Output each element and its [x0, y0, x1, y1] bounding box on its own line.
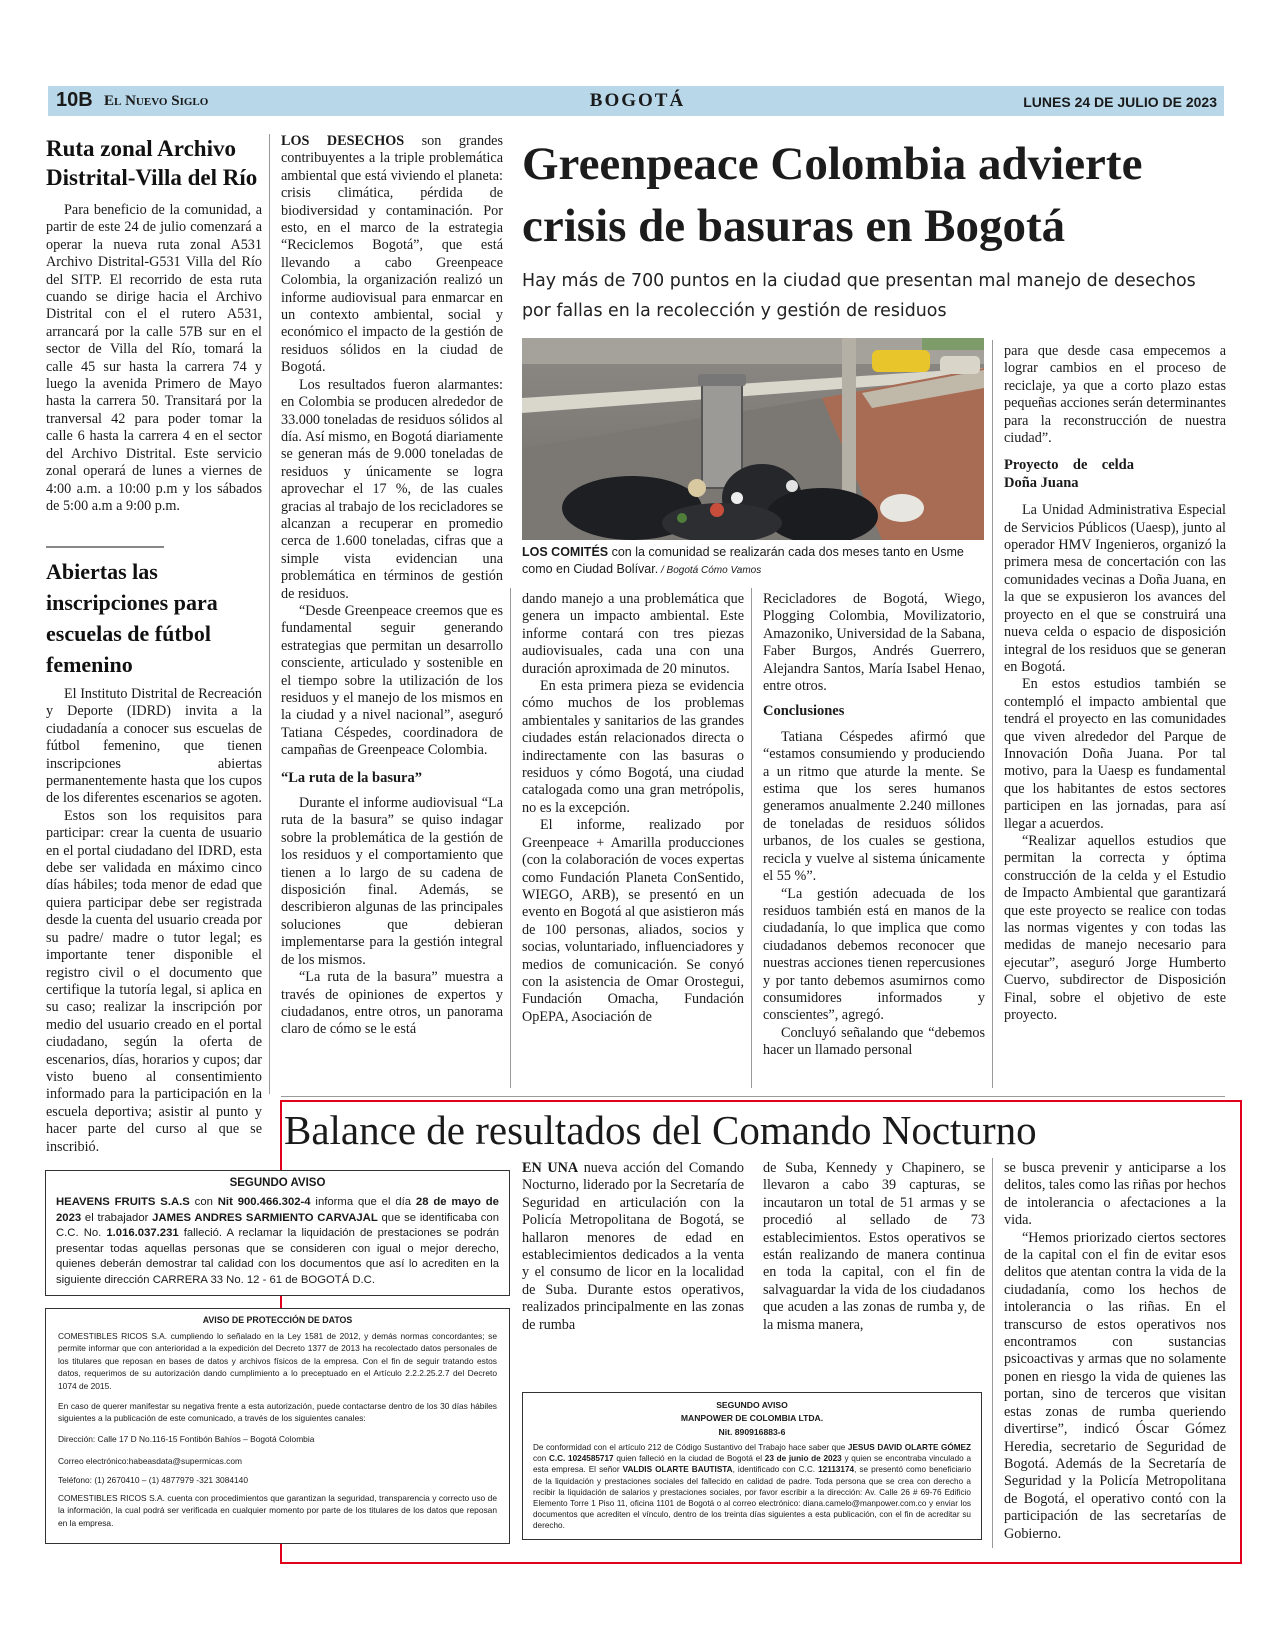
- notice-email: Correo electrónico:habeasdata@supermicas.com: [58, 1456, 243, 1467]
- comando-headline: Balance de resultados del Comando Nocturno: [284, 1107, 1037, 1153]
- notice-nit: Nit 900.466.302-4: [217, 1196, 311, 1208]
- story-paragraph: Durante el informe audiovisual “La ruta de la basura” se quiso indagar sobre la problemática de la gestión de los residuos y el comportamiento que tienen a lo largo de su cadena de disposición final. Además, se describieron algunas de las principales soluciones que debieran implementarse para la gestión integral de los mismos.: [281, 795, 503, 968]
- story-paragraph: En esta primera pieza se evidencia cómo muchos de los problemas ambientales y sanitarios de las grandes ciudades están relacionados directa o indirectamente con las basuras o residuos y cómo Bogotá, una ciudad catalogada como una gran metrópolis, no es la excepción.: [522, 678, 744, 816]
- story-subhead: “La ruta de la basura”: [281, 769, 422, 786]
- comando-column-2: [763, 1160, 985, 1334]
- story-paragraph: Recicladores de Bogotá, Wiego, Plogging Colombia, Movilizatorio, Amazoniko, Universidad de la Sabana, Faber Burgos, Andrés Guerrero, Alejandra Santos, María Isabel Henao, entre otros.: [763, 591, 985, 695]
- story-paragraph: “Hemos priorizado ciertos sectores de la capital con el fin de evitar esos delitos que atentan contra la vida de la ciudadanía, como los hechos de intolerancia o las riñas. En el transcurso de estos operativos nos encontramos con sustancias psicoactivas y armas que no solamente ponen en riesgo la vida de quienes las portan, sino de terceros que visitan estas zonas de rumba queriendo divertirse”, indicó Óscar Gómez Heredia, secretario de Seguridad de Bogotá. Además de la Secretaría de Seguridad y la Policía Metropolitana de Bogotá, el operativo contó con la participación de las secretarías de Gobierno.: [1004, 1229, 1226, 1542]
- story-kicker: EN UNA: [522, 1160, 579, 1176]
- story-paragraph: de Suba, Kennedy y Chapinero, se llevaron a cabo 39 capturas, se incautaron un total de 51 armas y se procedió al sellado de 73 establecimientos. Estos operativos se están realizando de manera continua en toda la capital, con el fin de salvaguardar la vida de los ciudadanos que acuden a las zonas de rumba y, de la misma manera,: [763, 1160, 985, 1333]
- newspaper-name: El Nuevo Siglo: [104, 93, 209, 109]
- page-number: 10B: [56, 89, 93, 111]
- story-paragraph: Tatiana Céspedes afirmó que “estamos consumiendo y produciendo a un ritmo que aturde la mente. Se estima que los seres humanos generamos anualmente 2.240 millones de toneladas de residuos sólidos urbanos, de los cuales se gestiona, recicla y vuelve al sistema únicamente el 55 %”.: [763, 728, 985, 885]
- notice-text: con: [189, 1196, 218, 1208]
- notice-nit: Nit. 890916883-6: [718, 1427, 786, 1437]
- notice-text: falleció. A reclamar la liquidación de prestaciones se podrán presentar todas aquellas personas que se consideren con igual o mejor derecho, quienes deberán demostrar tal calidad con los documentos que así lo acrediten en la siguiente dirección CARRERA 33 No. 12 - 61 de BOGOTÁ D.C.: [56, 1227, 500, 1286]
- notice-date: 28 de mayo de 2023: [56, 1196, 499, 1224]
- notice-worker: JAMES ANDRES SARMIENTO CARVAJAL: [152, 1211, 378, 1224]
- notice-phone: Teléfono: (1) 2670410 – (1) 4877979 -321 3084140: [58, 1474, 248, 1485]
- story-paragraph: “Desde Greenpeace creemos que es fundamental seguir generando estrategias que permitan un desarrollo consciente, articulado y sostenible en el tiempo sobre la utilización de los residuos y el manejo de los mismos en la ciudad y a nivel nacional”, aseguró Tatiana Céspedes, coordinadora de campañas de Greenpeace Colombia.: [281, 602, 503, 759]
- story-kicker: LOS DESECHOS: [281, 133, 405, 149]
- notice-company: HEAVENS FRUITS S.A.S: [56, 1196, 190, 1208]
- column-rule: [510, 588, 511, 1088]
- column-rule: [751, 588, 752, 1088]
- data-protection-notice: [45, 1308, 510, 1544]
- story-paragraph: dando manejo a una problemática que genera un impacto ambiental. Este informe contará con tres piezas audiovisuales, cada una con una duración aproximada de 20 minutos.: [522, 591, 744, 677]
- garbage-photo: [522, 338, 984, 540]
- notice-text: con: [533, 1454, 549, 1464]
- story-paragraph: se busca prevenir y anticiparse a los delitos, tales como las riñas por hechos de intolerancia o afectaciones a la vida.: [1004, 1160, 1226, 1229]
- notice-address: Dirección: Calle 17 D No.116-15 Fontibón Bahíos – Bogotá Colombia: [58, 1433, 315, 1444]
- notice-cc: 1.016.037.231: [106, 1227, 179, 1240]
- brief-title: Abiertas las inscripciones para escuelas de fútbol femenino: [46, 559, 218, 677]
- notice-date: 23 de junio de 2023: [764, 1454, 842, 1464]
- column-rule: [992, 340, 993, 1088]
- story-paragraph: para que desde casa empecemos a lograr cambios en el proceso de reciclaje, ya que a corto plazo estas pequeñas acciones serán determinantes para la reconstrucción de nuestra ciudad”.: [1004, 343, 1226, 447]
- brief-paragraph: Estos son los requisitos para participar: crear la cuenta de usuario en el portal ciudadano del IDRD, esta debe ser validada en máximo cinco días hábiles; toda menor de edad que quiera participar debe ser registrada desde la cuenta del usuario creada por su padre/ madre o tutor legal; es importante tener disponible el registro civil o el documento que certifique la tutoría legal, si aplica en su caso; realizar la inscripción por medio del usuario creado en el portal ciudadano, según la oferta de escenarios, días, horarios y cupos; dar visto bueno al consentimiento informado para la participación en la escuela deportiva; asistir al punto y hacer parte del curso al que se inscribió.: [46, 807, 262, 1155]
- notice-text: el trabajador: [81, 1211, 153, 1224]
- notice-text: que se identificaba con C.C. No.: [56, 1211, 499, 1240]
- story-paragraph: “Realizar aquellos estudios que permitan la correcta y óptima construcción de la celda y el Estudio de Impacto Ambiental que garantizará que este proyecto se realice con todas las normas vigentes y con todas las medidas de manejo necesario para ejecutar”, aseguró Jorge Humberto Cuervo, subdirector de Disposición Final, sobre el objetivo de este proyecto.: [1004, 832, 1226, 1024]
- comando-column-3: [1004, 1160, 1226, 1543]
- notice-cc: 12113174: [818, 1465, 855, 1475]
- story-paragraph: “La gestión adecuada de los residuos también está en manos de la ciudadanía, lo que implica que como ciudadanos debemos reconocer que nuestras acciones tienen repercusiones y por tanto debemos asumirnos como consumidores informados y conscientes”, agregó.: [763, 885, 985, 1024]
- story-paragraph: Los resultados fueron alarmantes: en Colombia se producen alrededor de 33.000 toneladas de residuos sólidos al día. Así mismo, en Bogotá diariamente se generan más de 9.000 toneladas de residuos y únicamente se logra aprovechar el 17 %, de las cuales gracias al trabajo de los recicladores se alcanzan a recuperar en promedio cerca de 1.600 toneladas, cifras que a simple vista evidencian una problemática en términos de gestión de residuos.: [281, 376, 503, 602]
- notice-title: AVISO DE PROTECCIÓN DE DATOS: [202, 1315, 353, 1325]
- notice-text: , identificado con C.C.: [732, 1465, 819, 1475]
- legal-notice-manpower: [522, 1392, 982, 1540]
- section-name: BOGOTÁ: [589, 90, 686, 111]
- notice-title: SEGUNDO AVISO: [716, 1400, 788, 1410]
- story-paragraph: En estos estudios también se contempló el impacto ambiental que tendrá el proyecto en las comunidades que viven alrededor del Parque de Innovación Doña Juana. Por tal motivo, para la Uaesp es fundamental que los habitantes de estos sectores participen en las jornadas, para así llegar a acuerdos.: [1004, 676, 1226, 832]
- notice-text: De conformidad con el artículo 212 de Código Sustantivo del Trabajo hace saber que: [533, 1443, 848, 1452]
- notice-cc: C.C. 1024585717: [548, 1454, 614, 1464]
- notice-title: SEGUNDO AVISO: [229, 1177, 326, 1189]
- notice-text: informa que el día: [310, 1196, 416, 1208]
- brief-body: Para beneficio de la comunidad, a partir de este 24 de julio comenzará a operar la nueva ruta zonal A531 Archivo Distrital-G531 Villa del Río del SITP. El recorrido de esta ruta cuando se dirige hacia el Archivo Distrital con el el rutero A531, arrancará por la calle 57B sur en el sector de Villa del Río, tomará la calle 45 sur hasta la carrera 74 y luego la avenida Primero de Mayo hasta la carrera 50. Transitará por la tranversal 42 para poder tomar la calle 6 hasta la carrera 4 en el sector del Archivo Distrital. Este servicio zonal operará de lunes a viernes de 4:00 a.m. a 10:00 p.m y los sábados de 5:00 a.m a 9:00 p.m.: [46, 202, 262, 514]
- notice-text: y quien se encontraba vinculado a esta empresa. El señor: [533, 1454, 972, 1475]
- story-column-4: [1004, 343, 1226, 1024]
- brief-bus-route: [46, 134, 262, 515]
- story-subhead: Conclusiones: [763, 703, 845, 720]
- garbage-bags-image: [522, 338, 984, 540]
- brief-football: [46, 556, 262, 1156]
- brief-divider: [46, 546, 164, 548]
- caption-credit: / Bogotá Cómo Vamos: [658, 565, 762, 576]
- legal-notice-heavens-fruits: [45, 1170, 510, 1296]
- notice-deceased: JESUS DAVID OLARTE GÓMEZ: [847, 1443, 971, 1452]
- story-paragraph: son grandes contribuyentes a la triple problemática ambiental que está viviendo el planeta: crisis climática, pérdida de biodiversidad y contaminación. Por esto, en el marco de la estrategia “Reciclemos Bogotá”, que está llevando a cabo Greenpeace Colombia, la organización realizó un informe audiovisual para enmarcar en un contexto ambiental, social y económico el impacto de la gestión de residuos sólidos en la ciudad de Bogotá.: [281, 133, 503, 376]
- story-subhead: Proyecto de celda Doña Juana: [1004, 457, 1134, 491]
- photo-caption: [522, 544, 992, 579]
- notice-paragraph: COMESTIBLES RICOS S.A. cuenta con procedimientos que garantizan la seguridad, transparencia y correcto uso de la información, la cual podrá ser verificada en cualquier momento por parte de los titulares de los datos que reposan en la empresa.: [58, 1493, 497, 1528]
- story-column-3: [763, 591, 985, 1060]
- notice-text: quien falleció en la ciudad de Bogotá el: [613, 1454, 765, 1464]
- story-paragraph: La Unidad Administrativa Especial de Servicios Públicos (Uaesp), junto al operador HMV Ingenieros, organizó la primera mesa de concertación con las comunidades vecinas a Doña Juana, en la que se expusieron los avances del proyecto en el que se construirá una nueva celda o espacio de disposición integral de los residuos que se generan en Bogotá.: [1004, 502, 1226, 675]
- story-column-1: [281, 133, 503, 1039]
- main-deck: Hay más de 700 puntos en la ciudad que presentan mal manejo de desechos por fallas en la recolección y gestión de residuos: [522, 271, 1196, 321]
- caption-text: con la comunidad se realizarán cada dos meses tanto en Usme como en Ciudad Bolívar.: [522, 545, 964, 576]
- main-headline: Greenpeace Colombia advierte crisis de basuras en Bogotá: [522, 138, 1143, 252]
- caption-kicker: LOS COMITÉS: [522, 545, 609, 559]
- brief-paragraph: El Instituto Distrital de Recreación y Deporte (IDRD) invita a la ciudadanía a conocer sus escuelas de fútbol femenino, que tienen inscripciones abiertas permanentemente hasta que los cupos de los diferentes escenarios se agoten.: [46, 686, 262, 807]
- brief-title: Ruta zonal Archivo Distrital-Villa del Río: [46, 136, 258, 190]
- notice-paragraph: COMESTIBLES RICOS S.A. cumpliendo lo señalado en la Ley 1581 de 2012, y demás normas concordantes; se permite informar que con anterioridad a la expedición del Decreto 1377 de 2013 ha recolectado datos personales de los titulares que reposan en bases de datos y archivos físicos de la empresa. Con el fin de seguir tratando estos datos, requerimos de su autorización dando cumplimiento a lo preceptuado en el Artículo 2.2.2.25.2.7 del Decreto 1074 de 2015.: [58, 1331, 497, 1391]
- story-paragraph: “La ruta de la basura” muestra a través de opiniones de expertos y ciudadanos, entre otros, un panorama claro de cómo se le está: [281, 969, 503, 1038]
- column-rule: [992, 1158, 993, 1548]
- issue-date: LUNES 24 DE JULIO DE 2023: [1023, 94, 1217, 110]
- story-bottom-rule: [281, 1096, 1225, 1097]
- story-paragraph: Concluyó señalando que “debemos hacer un llamado personal: [763, 1024, 985, 1059]
- notice-text: , se presentó como beneficiario de la liquidación y prestaciones sociales del fallecido en calidad de padre. Toda persona que se crea con derecho a recibir la liquidación de salarios y prestaciones sociales, por favor escribir a la dirección: Av. Calle 26 # 69-76 Edificio Elemento Torre 1 Piso 11, oficina 1101 de Bogotá o al correo electrónico: diana.camelo@manpower.com.co y enviar los documentos que acrediten el vínculo, dentro de los treinta días siguientes a esta publicación, con el fin de acreditar su derecho.: [533, 1465, 972, 1531]
- column-rule: [269, 134, 270, 1094]
- story-paragraph: nueva acción del Comando Nocturno, liderado por la Secretaría de Seguridad en articulación con la Policía Metropolitana de Bogotá, se hallaron menores de edad en establecimientos dedicados a la venta y el consumo de licor en la localidad de Suba. Durante estos operativos, realizados principalmente en las zonas de rumba: [522, 1160, 744, 1333]
- story-column-2: [522, 591, 744, 1026]
- story-paragraph: El informe, realizado por Greenpeace + Amarilla producciones (con la colaboración de voces expertas como Fundación Planeta ConSentido, WIEGO, ARB), se presentó en un evento en Bogotá al que asistieron más de 100 personas, aliados, socios y socias, voluntariado, influenciadores y medios de comunicación. Se conyó con la asistencia de Omar Orostegui, Fundación Omacha, Fundación OpEPA, Asociación de: [522, 817, 744, 1025]
- notice-company: MANPOWER DE COLOMBIA LTDA.: [680, 1413, 824, 1423]
- comando-column-1: [522, 1160, 744, 1334]
- notice-claimant: VALDIS OLARTE BAUTISTA: [622, 1465, 733, 1475]
- notice-paragraph: En caso de querer manifestar su negativa frente a esta autorización, puede contactarse dentro de los 30 días hábiles siguientes a la publicación de este comunicado, a través de los siguientes canales:: [58, 1401, 497, 1424]
